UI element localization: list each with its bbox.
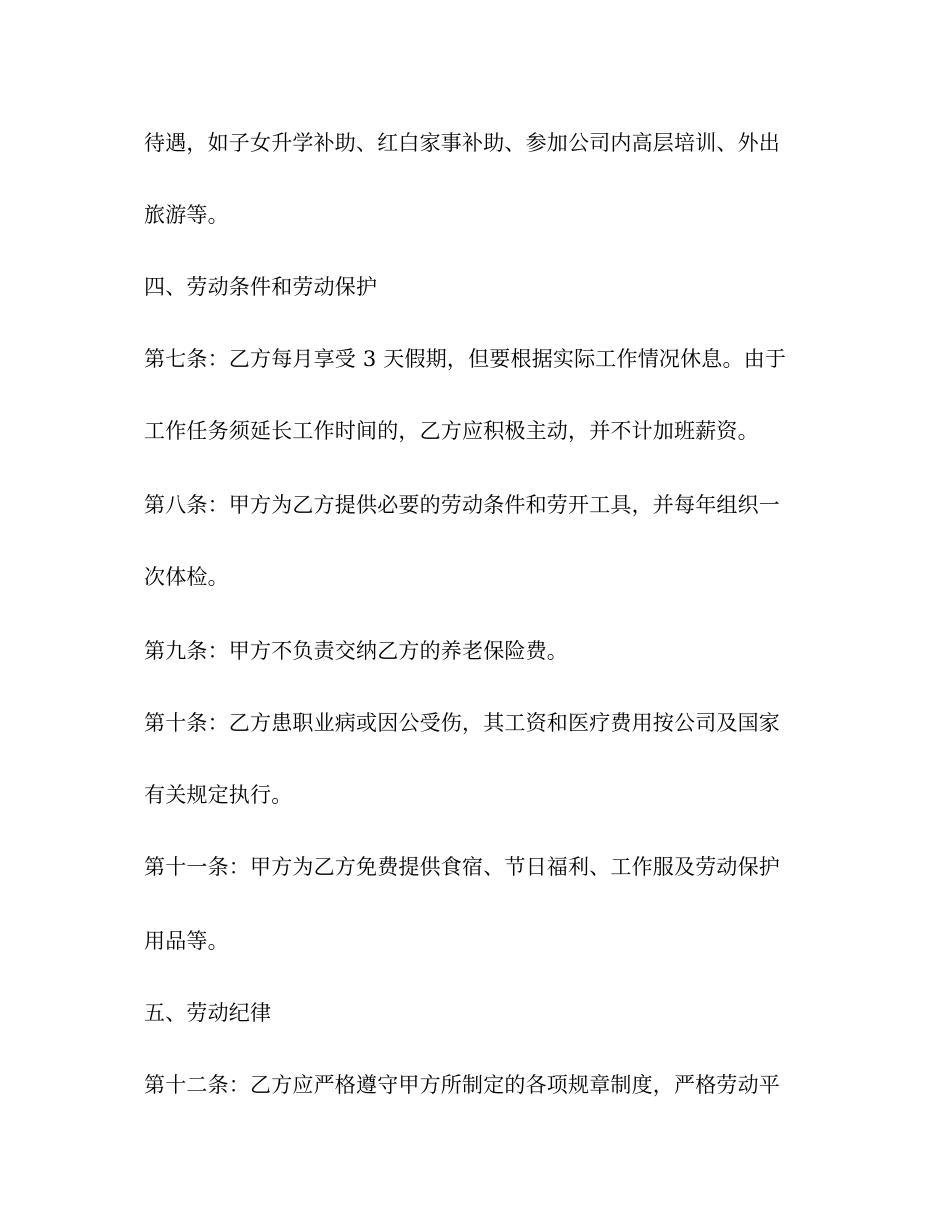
paragraph-line: 第八条：甲方为乙方提供必要的劳动条件和劳开工具，并每年组织一 — [144, 493, 780, 517]
paragraph-line: 第七条：乙方每月享受 3 天假期，但要根据实际工作情况休息。由于 — [144, 347, 787, 371]
paragraph-line: 第九条：甲方不负责交纳乙方的养老保险费。 — [144, 639, 568, 663]
paragraph-line: 用品等。 — [144, 929, 229, 953]
paragraph-line: 工作任务须延长工作时间的，乙方应积极主动，并不计加班薪资。 — [144, 419, 759, 443]
paragraph-line: 第十条：乙方患职业病或因公受伤，其工资和医疗费用按公司及国家 — [144, 711, 780, 735]
paragraph-line: 待遇，如子女升学补助、红白家事补助、参加公司内高层培训、外出 — [144, 131, 780, 155]
paragraph-line: 第十一条：甲方为乙方免费提供食宿、节日福利、工作服及劳动保护 — [144, 855, 780, 879]
paragraph-line: 有关规定执行。 — [144, 783, 293, 807]
section-heading: 五、劳动纪律 — [144, 1001, 272, 1025]
paragraph-line: 旅游等。 — [144, 203, 229, 227]
paragraph-line: 第十二条：乙方应严格遵守甲方所制定的各项规章制度，严格劳动平 — [144, 1073, 780, 1097]
paragraph-line: 次体检。 — [144, 565, 229, 589]
section-heading: 四、劳动条件和劳动保护 — [144, 275, 378, 299]
